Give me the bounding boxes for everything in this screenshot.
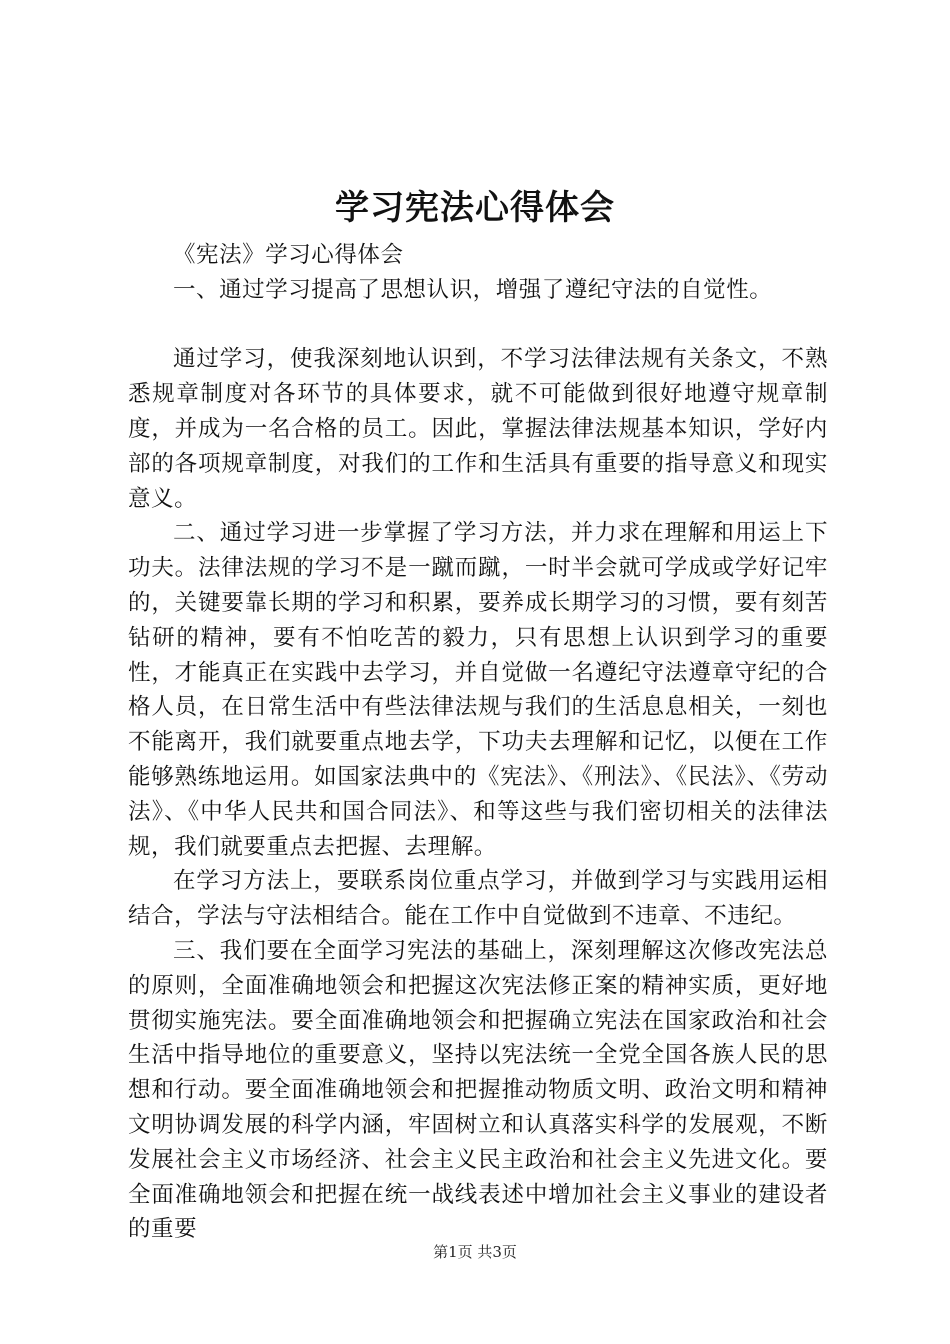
paragraph-subtitle: 《宪法》学习心得体会 <box>173 242 404 268</box>
paragraph-study-method: 在学习方法上，要联系岗位重点学习，并做到学习与实践用运相结合，学法与守法相结合。能在工作中自觉做到不违章、不违纪。 <box>128 868 828 930</box>
paragraph-section-one-heading: 一、通过学习提高了思想认识，增强了遵纪守法的自觉性。 <box>173 276 773 303</box>
page-footer: 第1页 共3页 <box>433 1243 517 1261</box>
paragraph-section-three: 三、我们要在全面学习宪法的基础上，深刻理解这次修改宪法总的原则，全面准确地领会和把握这次宪法修正案的精神实质，更好地贯彻实施宪法。要全面准确地领会和把握确立宪法在国家政治和社会生活中指导地位的重要意义，坚持以宪法统一全党全国各族人民的思想和行动。要全面准确地领会和把握推动物质文明、政治文明和精神文明协调发展的科学内涵，牢固树立和认真落实科学的发展观，不断发展社会主义市场经济、社会主义民主政治和社会主义先进文化。要全面准确地领会和把握在统一战线表述中增加社会主义事业的建设者的重要 <box>128 937 828 1243</box>
document-title: 学习宪法心得体会 <box>335 188 615 228</box>
paragraph-section-two: 二、通过学习进一步掌握了学习方法，并力求在理解和用运上下功夫。法律法规的学习不是一蹴而蹴，一时半会就可学成或学好记牢的，关键要靠长期的学习和积累，要养成长期学习的习惯，要有刻苦钻研的精神，要有不怕吃苦的毅力，只有思想上认识到学习的重要性，才能真正在实践中去学习，并自觉做一名遵纪守法遵章守纪的合格人员，在日常生活中有些法律法规与我们的生活息息相关，一刻也不能离开，我们就要重点地去学，下功夫去理解和记忆，以便在工作能够熟练地运用。如国家法典中的《宪法》、《刑法》、《民法》、《劳动法》、《中华人民共和国合同法》、和等这些与我们密切相关的法律法规，我们就要重点去把握、去理解。 <box>128 520 828 860</box>
paragraph-section-one-body: 通过学习，使我深刻地认识到，不学习法律法规有关条文，不熟悉规章制度对各环节的具体要求，就不可能做到很好地遵守规章制度，并成为一名合格的员工。因此，掌握法律法规基本知识，学好内部的各项规章制度，对我们的工作和生活具有重要的指导意义和现实意义。 <box>128 346 828 512</box>
document-body <box>128 238 828 1247</box>
